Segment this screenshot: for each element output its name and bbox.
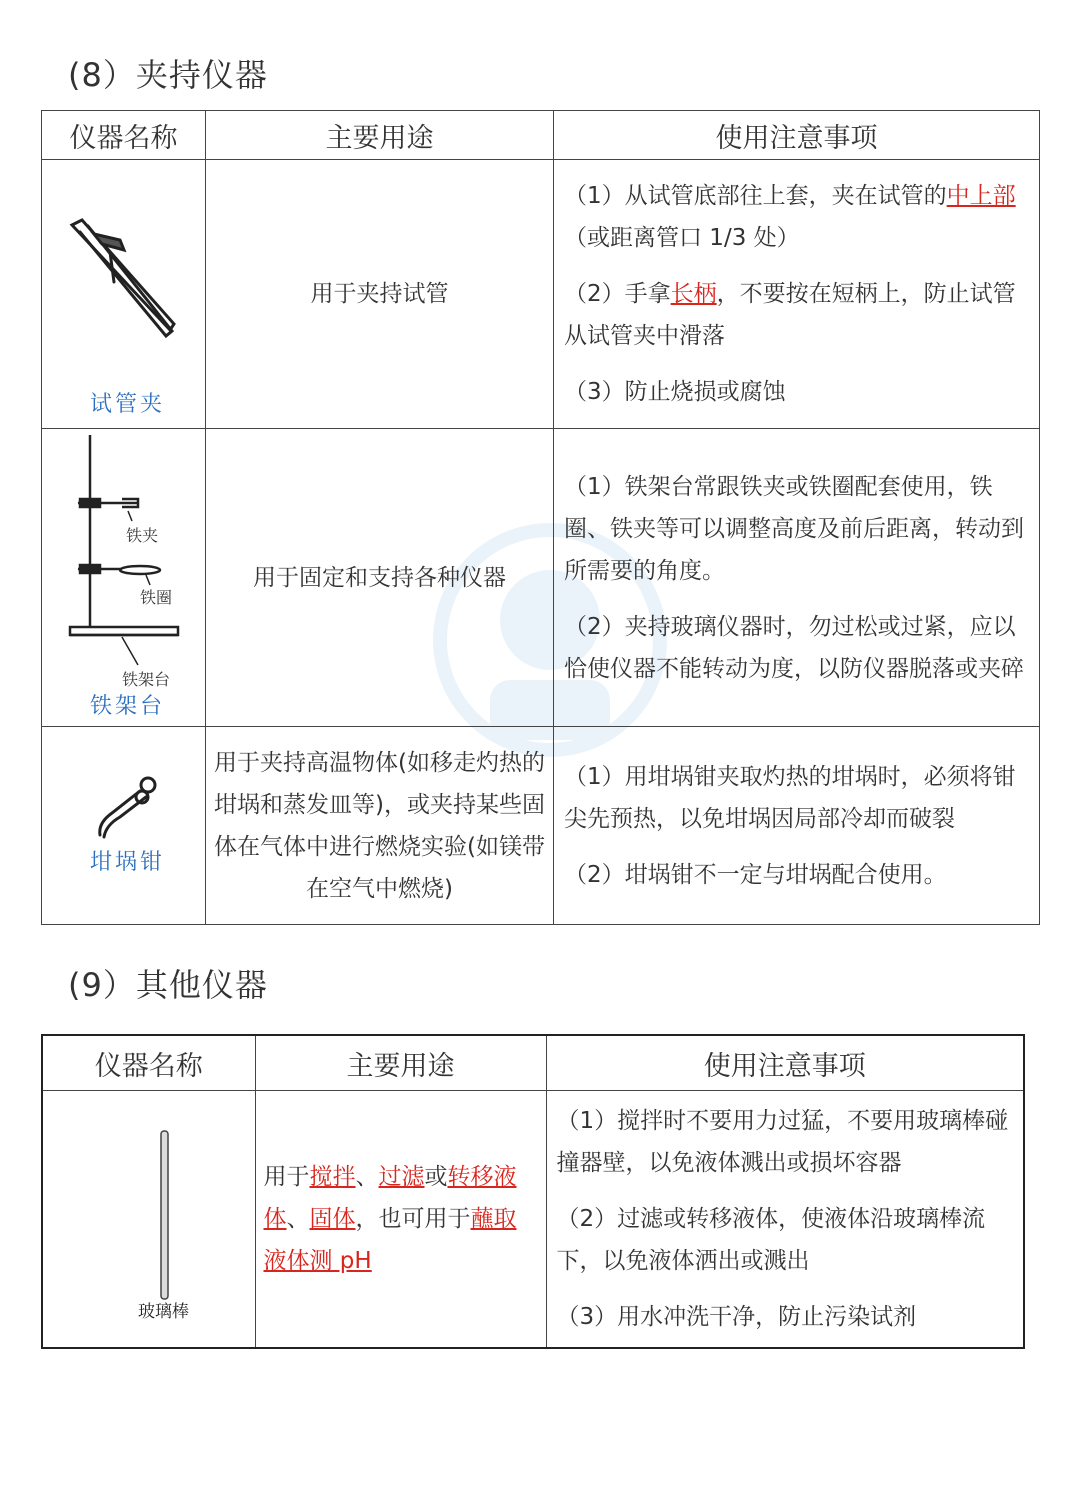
use-text: 、 [286,1206,310,1232]
header-use: 主要用途 [206,111,554,160]
instrument-cell [42,429,206,727]
label-stand: 铁架台 [122,670,171,689]
highlight-text: 固体 [309,1206,356,1232]
highlight-text: 蘸取液体测 pH [263,1206,517,1274]
instrument-name: 坩埚钳 [90,850,166,875]
section-8-title: (8）夹持仪器 [68,56,268,94]
label-clamp: 铁夹 [126,526,159,545]
use-text: ，也可用于 [355,1206,471,1232]
note-2 [564,273,1031,357]
note-2: （2）夹持玻璃仪器时，勿过松或过紧，应以恰使仪器不能转动为度，以防仪器脱落或夹碎 [564,613,1024,682]
note-1 [564,175,1031,259]
highlight-text: 搅拌 [309,1164,356,1190]
instrument-cell [42,727,206,925]
table-row [42,1091,1024,1349]
instrument-notes [546,1091,1024,1349]
note-text: ，不要按在短柄上，防止试管从试管夹中滑落 [564,281,1016,349]
header-name: 仪器名称 [42,1035,255,1091]
instrument-use: 用于夹持试管 [206,160,554,429]
instrument-name: 铁架台 [90,694,166,719]
note-2: （2）坩埚钳不一定与坩埚配合使用。 [564,861,947,888]
header-use: 主要用途 [255,1035,546,1091]
table-row [42,727,1040,925]
highlight-text: 长柄 [670,281,717,307]
highlight-text: 中上部 [946,183,1016,209]
note-text: （或距离管口 1/3 处） [564,225,800,251]
highlight-text: 过滤 [378,1164,425,1190]
instrument-use: 用于固定和支持各种仪器 [206,429,554,727]
instrument-notes [554,429,1040,727]
header-name: 仪器名称 [42,111,206,160]
table-row [42,160,1040,429]
other-instruments-table [41,1034,1025,1349]
note-3: （3）用水冲洗干净，防止污染试剂 [556,1304,917,1330]
label-ring: 铁圈 [140,588,173,607]
header-notes: 使用注意事项 [546,1035,1024,1091]
use-text: 用于 [263,1164,310,1190]
instrument-name: 试管夹 [90,392,166,417]
instrument-name: 玻璃棒 [138,1302,189,1322]
note-3: （3）防止烧损或腐蚀 [564,379,786,405]
instrument-cell [42,160,206,429]
header-notes: 使用注意事项 [554,111,1040,160]
use-text: 或 [424,1164,448,1190]
table-header-row [42,1035,1024,1091]
note-1: （1）用坩埚钳夹取灼热的坩埚时，必须将钳尖先预热，以免坩埚因局部冷却而破裂 [564,763,1016,832]
note-text: （2）手拿 [564,281,671,307]
note-1: （1）搅拌时不要用力过猛，不要用玻璃棒碰撞器壁，以免液体溅出或损坏容器 [556,1108,1009,1176]
table-row [42,429,1040,727]
use-text: 、 [355,1164,379,1190]
instrument-use: 用于夹持高温物体(如移走灼热的坩埚和蒸发皿等)，或夹持某些固体在气体中进行燃烧实验(如镁带在空气中燃烧) [206,727,554,925]
note-1: （1）铁架台常跟铁夹或铁圈配套使用，铁圈、铁夹等可以调整高度及前后距离，转动到所需要的角度。 [564,473,1024,584]
clamping-instruments-table [41,110,1040,925]
instrument-notes [554,727,1040,925]
instrument-use [255,1091,546,1349]
instrument-cell [42,1091,255,1349]
highlight-text: 转移液体 [263,1164,517,1232]
crucible-tongs-icon [42,727,206,924]
note-text: （1）从试管底部往上套，夹在试管的 [564,183,947,209]
note-2: （2）过滤或转移液体，使液体沿玻璃棒流下，以免液体洒出或溅出 [556,1206,986,1274]
instrument-notes [554,160,1040,429]
section-9-title: (9）其他仪器 [68,966,268,1004]
table-header-row [42,111,1040,160]
